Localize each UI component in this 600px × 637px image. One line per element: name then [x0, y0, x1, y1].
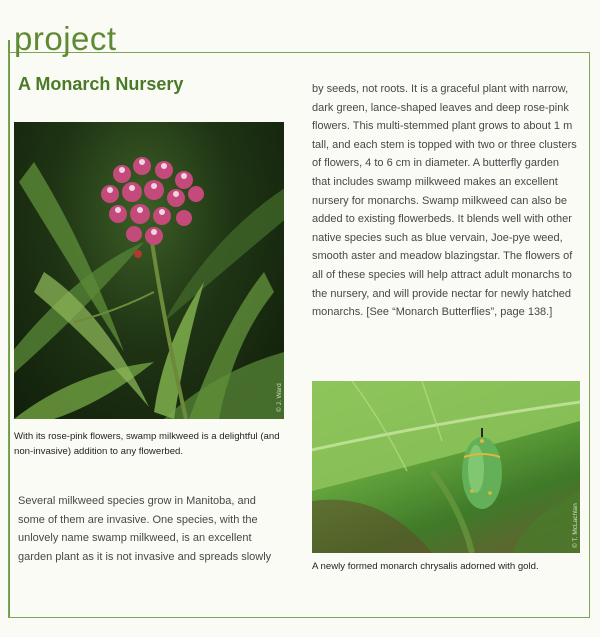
milkweed-illustration	[14, 122, 284, 419]
milkweed-caption: With its rose-pink flowers, swamp milkweed is a delightful (and non-invasive) addition to any flowerbed.	[14, 431, 280, 457]
body-text-left: Several milkweed species grow in Manitoba, and some of them are invasive. One species, with the unlovely name swamp milkweed, is an excellent garden plant as it is not invasive and spreads slowly	[18, 495, 272, 563]
chrysalis-photo-credit: © T. McLachlan	[572, 503, 579, 548]
chrysalis-caption: A newly formed monarch chrysalis adorned with gold.	[312, 561, 539, 572]
swamp-milkweed-photo	[14, 122, 284, 419]
article-title: A Monarch Nursery	[18, 74, 184, 94]
body-text-right: by seeds, not roots. It is a graceful plant with narrow, dark green, lance-shaped leaves and deep rose-pink flowers. This multi-stemmed plant grows to about 1 m tall, and each stem is topped with two or three clusters of flowers, 4 to 6 cm in diameter. A butterfly garden that includes swamp milkweed makes an excellent nursery for monarchs. Swamp milkweed can also be added to existing flowerbeds. It blends well with other native species such as blue vervain, Joe-pye weed, smooth aster and meadow blazingstar. The flowers of all of these species will help attract adult monarchs to the nursery, and will provide nectar for newly hatched monarchs. [See “Monarch Butterflies”, page 138.]	[312, 83, 577, 319]
chrysalis-illustration	[312, 381, 580, 553]
milkweed-photo-credit: © J. Ward	[276, 383, 283, 412]
monarch-chrysalis-photo	[312, 381, 580, 553]
section-label: project	[14, 20, 117, 57]
